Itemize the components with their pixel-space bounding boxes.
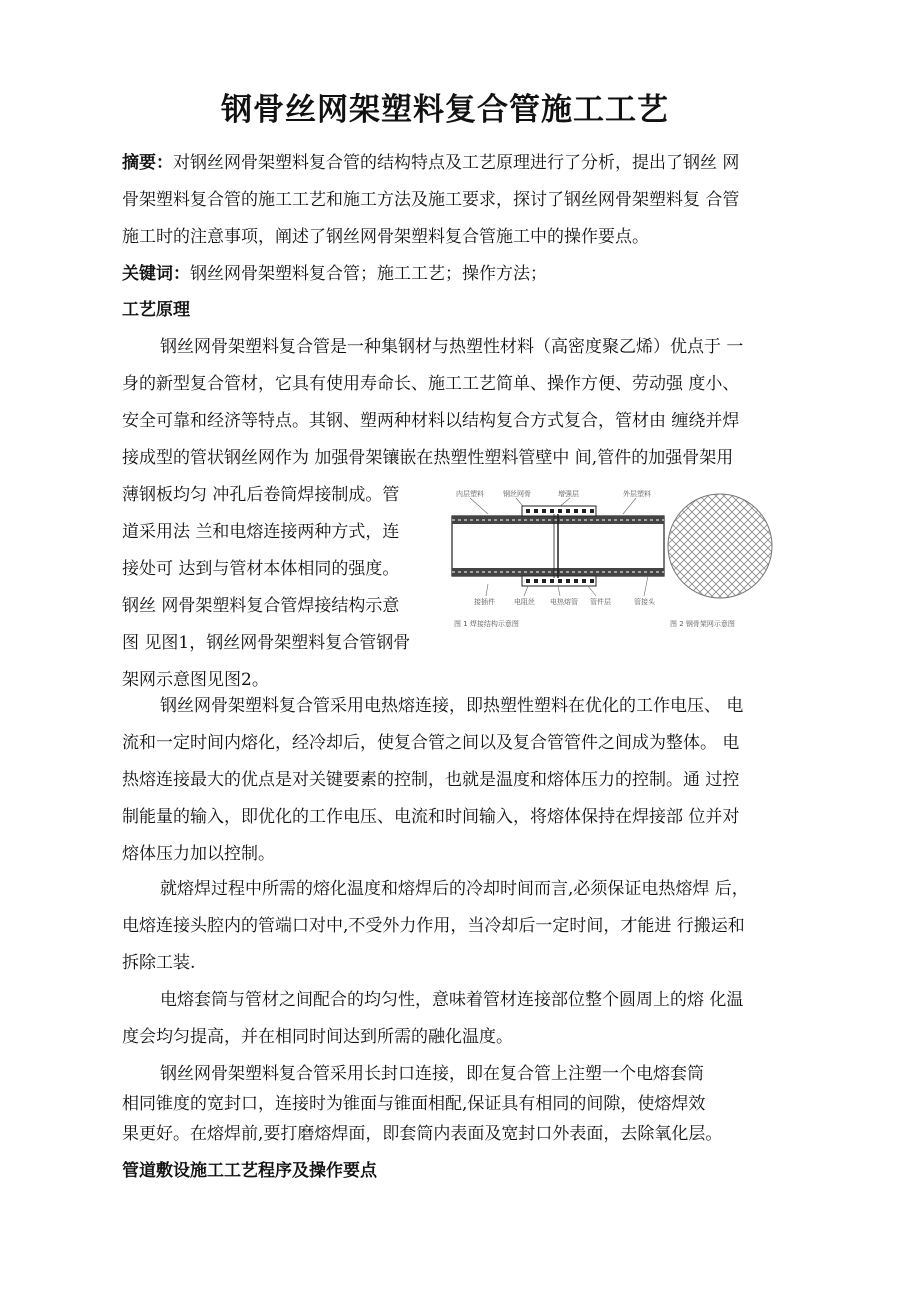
para3-line-3: 拆除工装. [122, 953, 196, 973]
para1-line-4: 接成型的管状钢丝网作为 加强骨架镶嵌在热塑性塑料管壁中 间,管件的加强骨架用 [122, 448, 734, 468]
para1-wrap-line-2: 道采用法 兰和电熔连接两种方式，连 [122, 522, 400, 542]
para2-line-4: 制能量的输入，即优化的工作电压、电流和时间输入，将熔体保持在焊接部 位并对 [122, 807, 740, 827]
para1-line-3: 安全可靠和经济等特点。其钢、塑两种材料以结构复合方式复合，管材由 缠绕并焊 [122, 411, 740, 431]
para1-wrap-line-4: 钢丝 网骨架塑料复合管焊接结构示意 [122, 596, 400, 616]
fig-label-top-2: 钢丝网骨 [503, 490, 531, 498]
para1-wrap-line-6: 架网示意图见图2。 [122, 670, 269, 690]
para4-line-2: 度会均匀提高，并在相同时间达到所需的融化温度。 [122, 1027, 513, 1047]
figure-caption-2: 图 2 钢骨架网示意图 [670, 620, 735, 628]
steel-mesh-circle [668, 494, 772, 598]
abstract-line-2: 骨架塑料复合管的施工工艺和施工方法及施工要求，探讨了钢丝网骨架塑料复 合管 [122, 190, 740, 210]
para2-line-1: 钢丝网骨架塑料复合管采用电热熔连接，即热塑性塑料在优化的工作电压、 电 [160, 696, 744, 716]
keywords-label: 关键词： [122, 264, 190, 284]
para2-line-2: 流和一定时间内熔化，经冷却后，使复合管之间以及复合管管件之间成为整体。 电 [122, 733, 740, 753]
para1-wrap-line-1: 薄钢板均匀 冲孔后卷筒焊接制成。管 [122, 485, 400, 505]
keywords-text: 钢丝网骨架塑料复合管；施工工艺；操作方法； [190, 264, 547, 284]
fig-label-top-3: 增强层 [558, 490, 579, 498]
abstract-label: 摘要： [122, 153, 173, 173]
para4-line-1: 电熔套筒与管材之间配合的均匀性，意味着管材连接部位整个圆周上的熔 化温 [160, 990, 744, 1010]
fig-label-bottom-1: 接插件 [474, 598, 495, 606]
para1-wrap-line-5: 图 见图1，钢丝网骨架塑料复合管钢骨 [122, 633, 411, 653]
para1-line-1: 钢丝网骨架塑料复合管是一种集钢材与热塑性材料（高密度聚乙烯）优点于 一 [160, 337, 744, 357]
para5-line-2: 相同锥度的宽封口，连接时为锥面与锥面相配,保证具有相同的间隙，使熔焊效 [122, 1094, 706, 1114]
section-heading-laying: 管道敷设施工工艺程序及操作要点 [122, 1161, 377, 1181]
para3-line-2: 电熔连接头腔内的管端口对中,不受外力作用，当冷却后一定时间，才能进 行搬运和 [122, 916, 745, 936]
figure-svg [448, 484, 793, 634]
fig-label-top-1: 内层塑料 [456, 490, 484, 498]
para1-line-2: 身的新型复合管材，它具有使用寿命长、施工工艺简单、操作方便、劳动强 度小、 [122, 374, 740, 394]
para5-line-1: 钢丝网骨架塑料复合管采用长封口连接，即在复合管上注塑一个电熔套筒 [160, 1064, 704, 1084]
abstract-text-1: 对钢丝网骨架塑料复合管的结构特点及工艺原理进行了分析，提出了钢丝 网 [173, 153, 740, 173]
fig-label-top-4: 外层塑料 [623, 490, 651, 498]
para5-line-3: 果更好。在熔焊前,要打磨熔焊面，即套筒内表面及宽封口外表面，去除氧化层。 [122, 1124, 723, 1144]
fig-label-bottom-5: 管接头 [634, 598, 655, 606]
fig-label-bottom-2: 电阻丝 [514, 598, 535, 606]
para1-wrap-line-3: 接处可 达到与管材本体相同的强度。 [122, 559, 400, 579]
abstract-line-3: 施工时的注意事项，阐述了钢丝网骨架塑料复合管施工中的操作要点。 [122, 227, 649, 247]
fig-label-bottom-4: 管件层 [590, 598, 611, 606]
para2-line-3: 热熔连接最大的优点是对关键要素的控制，也就是温度和熔体压力的控制。通 过控 [122, 770, 740, 790]
abstract-line-1 [122, 145, 812, 182]
section-heading-principle: 工艺原理 [122, 300, 190, 320]
para3-line-1: 就熔焊过程中所需的熔化温度和熔焊后的冷却时间而言,必须保证电热熔焊 后， [160, 879, 749, 899]
pipe-structure-figure [448, 484, 793, 634]
keywords-line [122, 256, 812, 293]
document-title: 钢骨丝网架塑料复合管施工工艺 [221, 92, 669, 128]
figure-caption-1: 图 1 焊接结构示意图 [454, 620, 519, 628]
para2-line-5: 熔体压力加以控制。 [122, 844, 275, 864]
fig-label-bottom-3: 电热熔管 [550, 598, 578, 606]
